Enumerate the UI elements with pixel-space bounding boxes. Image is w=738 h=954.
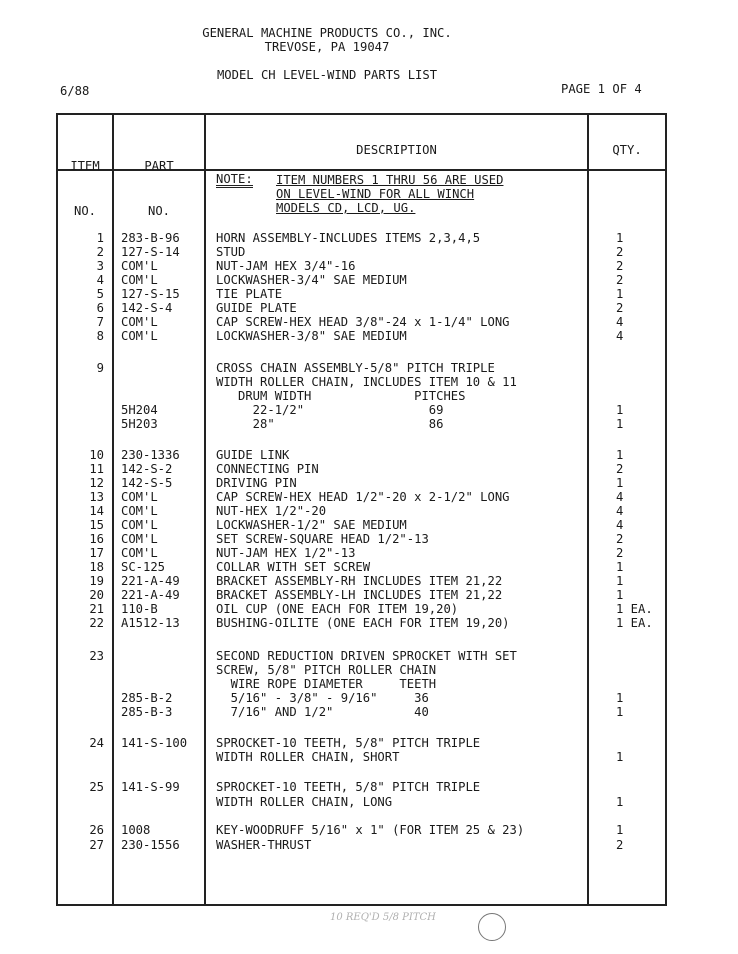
- table-row: [58, 315, 665, 329]
- table-row: [58, 462, 665, 476]
- table-row: [58, 677, 665, 691]
- table-row: [58, 518, 665, 532]
- part-no: COM'L: [121, 546, 158, 560]
- description: BRACKET ASSEMBLY-RH INCLUDES ITEM 21,22: [216, 574, 503, 588]
- description: SPROCKET-10 TEETH, 5/8" PITCH TRIPLE: [216, 780, 481, 794]
- part-no: 127-S-14: [121, 245, 180, 259]
- description: DRUM WIDTH PITCHES: [216, 389, 466, 403]
- quantity: 4: [616, 490, 624, 504]
- description: CAP SCREW-HEX HEAD 1/2"-20 x 2-1/2" LONG: [216, 490, 510, 504]
- item-no: 9: [96, 361, 104, 375]
- qty-header: QTY.: [612, 143, 642, 157]
- quantity: 4: [616, 504, 624, 518]
- part-no: 283-B-96: [121, 231, 180, 245]
- table-row: [58, 532, 665, 546]
- part-no: COM'L: [121, 490, 158, 504]
- description: WIDTH ROLLER CHAIN, SHORT: [216, 750, 400, 764]
- quantity: 1: [616, 823, 624, 837]
- table-row: [58, 504, 665, 518]
- description: NUT-JAM HEX 3/4"-16: [216, 259, 356, 273]
- item-no: 16: [89, 532, 104, 546]
- quantity: 1: [616, 574, 624, 588]
- description: HORN ASSEMBLY-INCLUDES ITEMS 2,3,4,5: [216, 231, 481, 245]
- part-no: 127-S-15: [121, 287, 180, 301]
- table-row: [58, 490, 665, 504]
- quantity: 4: [616, 518, 624, 532]
- note-line: [58, 187, 665, 201]
- quantity: 2: [616, 532, 624, 546]
- quantity: 4: [616, 315, 624, 329]
- table-row: [58, 448, 665, 462]
- description: LOCKWASHER-1/2" SAE MEDIUM: [216, 518, 407, 532]
- quantity: 1: [616, 588, 624, 602]
- quantity: 1: [616, 560, 624, 574]
- quantity: 2: [616, 301, 624, 315]
- item-no: 21: [89, 602, 104, 616]
- item-no: 12: [89, 476, 104, 490]
- document-title: MODEL CH LEVEL-WIND PARTS LIST: [216, 68, 438, 82]
- table-row: [58, 476, 665, 490]
- item-no: 2: [96, 245, 104, 259]
- part-no: COM'L: [121, 273, 158, 287]
- description: KEY-WOODRUFF 5/16" x 1" (FOR ITEM 25 & 23): [216, 823, 525, 837]
- table-row: [58, 663, 665, 677]
- table-row: [58, 403, 665, 417]
- handwritten-note: 10 REQ'D 5/8 PITCH: [330, 912, 436, 923]
- description: WIDTH ROLLER CHAIN, LONG: [216, 795, 393, 809]
- description: CROSS CHAIN ASSEMBLY-5/8" PITCH TRIPLE: [216, 361, 495, 375]
- part-no: COM'L: [121, 315, 158, 329]
- part-no: 285-B-3: [121, 705, 173, 719]
- part-no: 230-1556: [121, 838, 180, 852]
- table-row: [58, 616, 665, 630]
- item-no: 17: [89, 546, 104, 560]
- part-no: COM'L: [121, 518, 158, 532]
- note-label: NOTE:: [216, 172, 253, 186]
- description: SCREW, 5/8" PITCH ROLLER CHAIN: [216, 663, 437, 677]
- description: WASHER-THRUST: [216, 838, 312, 852]
- company-name: GENERAL MACHINE PRODUCTS CO., INC.: [202, 26, 452, 40]
- quantity: 2: [616, 838, 624, 852]
- item-no: 5: [96, 287, 104, 301]
- quantity: 2: [616, 546, 624, 560]
- table-row: [58, 301, 665, 315]
- quantity: 2: [616, 462, 624, 476]
- quantity: 4: [616, 329, 624, 343]
- item-header-line2: NO.: [73, 204, 96, 218]
- description: SPROCKET-10 TEETH, 5/8" PITCH TRIPLE: [216, 736, 481, 750]
- description: WIDTH ROLLER CHAIN, INCLUDES ITEM 10 & 11: [216, 375, 517, 389]
- description: GUIDE LINK: [216, 448, 290, 462]
- description: COLLAR WITH SET SCREW: [216, 560, 371, 574]
- quantity: 1: [616, 795, 624, 809]
- table-row: [58, 560, 665, 574]
- description: GUIDE PLATE: [216, 301, 297, 315]
- table-row: [58, 546, 665, 560]
- part-no: 141-S-99: [121, 780, 180, 794]
- table-row: [58, 602, 665, 616]
- item-no: 20: [89, 588, 104, 602]
- part-no: 221-A-49: [121, 588, 180, 602]
- description: NUT-HEX 1/2"-20: [216, 504, 327, 518]
- part-no: 142-S-4: [121, 301, 173, 315]
- part-no: 5H204: [121, 403, 158, 417]
- parts-table: [56, 113, 667, 906]
- table-row: [58, 329, 665, 343]
- item-no: 11: [89, 462, 104, 476]
- part-no: 142-S-5: [121, 476, 173, 490]
- part-header-line1: PART: [144, 159, 174, 173]
- table-row: [58, 389, 665, 403]
- description: NUT-JAM HEX 1/2"-13: [216, 546, 356, 560]
- description: LOCKWASHER-3/8" SAE MEDIUM: [216, 329, 407, 343]
- part-no: 221-A-49: [121, 574, 180, 588]
- item-no: 18: [89, 560, 104, 574]
- table-row: [58, 780, 665, 794]
- company-city: TREVOSE, PA 19047: [264, 40, 390, 54]
- item-no: 19: [89, 574, 104, 588]
- item-no: 7: [96, 315, 104, 329]
- item-no: 8: [96, 329, 104, 343]
- table-row: [58, 375, 665, 389]
- part-no: 230-1336: [121, 448, 180, 462]
- quantity: 2: [616, 273, 624, 287]
- description: 5/16" - 3/8" - 9/16" 36: [216, 691, 429, 705]
- part-no: 142-S-2: [121, 462, 173, 476]
- description: OIL CUP (ONE EACH FOR ITEM 19,20): [216, 602, 459, 616]
- table-row: [58, 361, 665, 375]
- description: TIE PLATE: [216, 287, 283, 301]
- table-row: [58, 795, 665, 809]
- quantity: 1: [616, 287, 624, 301]
- item-no: 15: [89, 518, 104, 532]
- note-text-3: MODELS CD, LCD, UG.: [276, 201, 416, 215]
- circle-mark: [478, 913, 506, 941]
- quantity: 1 EA.: [616, 616, 653, 630]
- item-no: 24: [89, 736, 104, 750]
- item-no: 14: [89, 504, 104, 518]
- description: CONNECTING PIN: [216, 462, 319, 476]
- description: 28" 86: [216, 417, 444, 431]
- description: 7/16" AND 1/2" 40: [216, 705, 429, 719]
- table-row: [58, 588, 665, 602]
- description: STUD: [216, 245, 246, 259]
- table-row: [58, 574, 665, 588]
- quantity: 1: [616, 231, 624, 245]
- note-line: [58, 173, 665, 187]
- item-no: 13: [89, 490, 104, 504]
- table-row: [58, 705, 665, 719]
- table-row: [58, 231, 665, 245]
- page-number: PAGE 1 OF 4: [561, 82, 642, 96]
- table-row: [58, 691, 665, 705]
- part-no: SC-125: [121, 560, 166, 574]
- part-no: A1512-13: [121, 616, 180, 630]
- part-header-line2: NO.: [147, 204, 170, 218]
- item-no: 25: [89, 780, 104, 794]
- item-no: 27: [89, 838, 104, 852]
- note-text-1: ITEM NUMBERS 1 THRU 56 ARE USED: [276, 173, 504, 187]
- quantity: 1: [616, 691, 624, 705]
- table-row: [58, 649, 665, 663]
- document-date: 6/88: [60, 84, 90, 98]
- quantity: 1: [616, 403, 624, 417]
- quantity: 1: [616, 417, 624, 431]
- quantity: 1: [616, 705, 624, 719]
- quantity: 1 EA.: [616, 602, 653, 616]
- part-no: 285-B-2: [121, 691, 173, 705]
- part-no: 141-S-100: [121, 736, 188, 750]
- quantity: 1: [616, 448, 624, 462]
- table-row: [58, 259, 665, 273]
- part-no: 5H203: [121, 417, 158, 431]
- quantity: 1: [616, 750, 624, 764]
- part-no: COM'L: [121, 532, 158, 546]
- item-no: 23: [89, 649, 104, 663]
- item-header-line1: ITEM: [70, 159, 100, 173]
- item-no: 4: [96, 273, 104, 287]
- table-row: [58, 245, 665, 259]
- item-no: 6: [96, 301, 104, 315]
- description: LOCKWASHER-3/4" SAE MEDIUM: [216, 273, 407, 287]
- part-no: COM'L: [121, 504, 158, 518]
- item-no: 1: [96, 231, 104, 245]
- table-row: [58, 273, 665, 287]
- description: SET SCREW-SQUARE HEAD 1/2"-13: [216, 532, 429, 546]
- table-row: [58, 417, 665, 431]
- description: CAP SCREW-HEX HEAD 3/8"-24 x 1-1/4" LONG: [216, 315, 510, 329]
- table-row: [58, 823, 665, 837]
- item-no: 26: [89, 823, 104, 837]
- item-no: 3: [96, 259, 104, 273]
- description: BUSHING-OILITE (ONE EACH FOR ITEM 19,20): [216, 616, 510, 630]
- description: BRACKET ASSEMBLY-LH INCLUDES ITEM 21,22: [216, 588, 503, 602]
- description: WIRE ROPE DIAMETER TEETH: [216, 677, 437, 691]
- part-no: COM'L: [121, 259, 158, 273]
- note-text-2: ON LEVEL-WIND FOR ALL WINCH: [276, 187, 475, 201]
- part-no: 1008: [121, 823, 151, 837]
- part-no: COM'L: [121, 329, 158, 343]
- description: SECOND REDUCTION DRIVEN SPROCKET WITH SET: [216, 649, 517, 663]
- part-no: 110-B: [121, 602, 158, 616]
- table-row: [58, 838, 665, 852]
- description-header: DESCRIPTION: [356, 143, 437, 157]
- item-no: 22: [89, 616, 104, 630]
- table-row: [58, 736, 665, 750]
- quantity: 1: [616, 476, 624, 490]
- note-line: [58, 201, 665, 215]
- table-row: [58, 287, 665, 301]
- description: DRIVING PIN: [216, 476, 297, 490]
- item-no: 10: [89, 448, 104, 462]
- description: 22-1/2" 69: [216, 403, 444, 417]
- quantity: 2: [616, 259, 624, 273]
- table-row: [58, 750, 665, 764]
- quantity: 2: [616, 245, 624, 259]
